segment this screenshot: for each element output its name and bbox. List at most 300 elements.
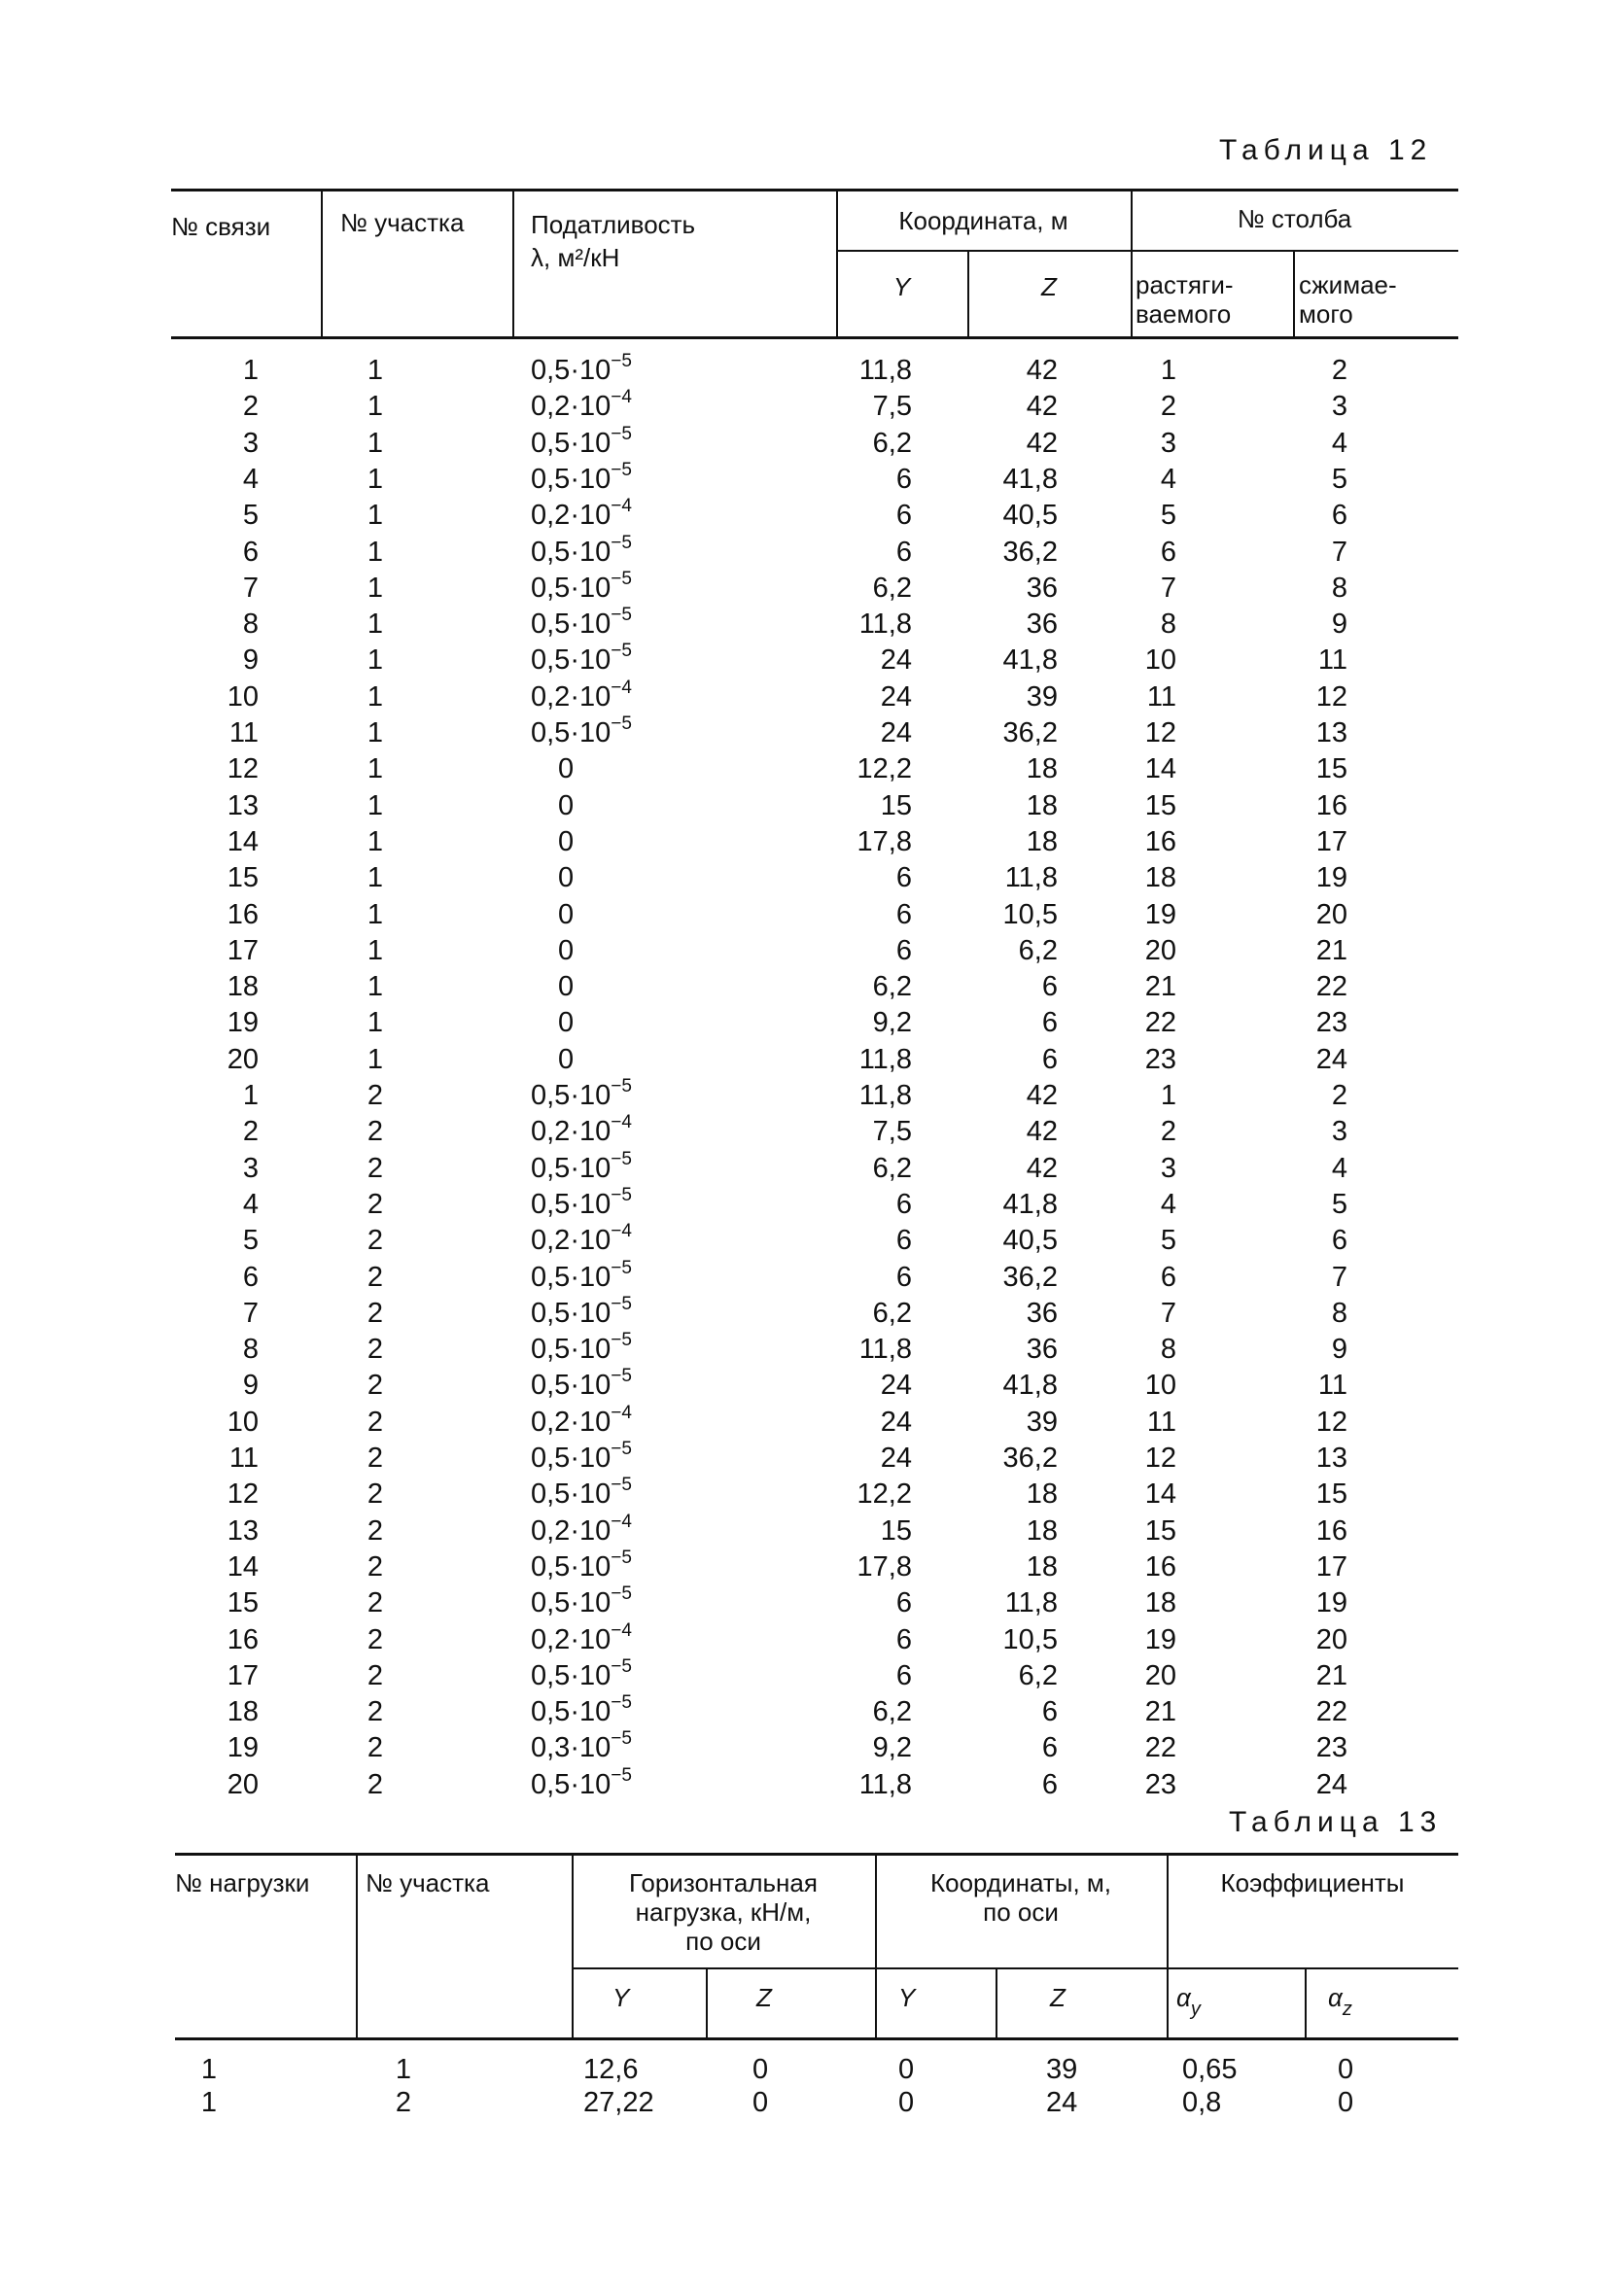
cell-coord-y: 11,8 (858, 1768, 912, 1800)
cell-section-no: 1 (367, 934, 384, 966)
cell-coord-z: 36 (1026, 609, 1058, 641)
cell-compliance (558, 752, 574, 785)
cell-section-no: 2 (367, 1334, 384, 1366)
cell-section-no: 2 (367, 1152, 384, 1184)
compliance-exponent: −5 (611, 1728, 632, 1750)
compliance-mantissa: 0,5·10 (531, 1768, 612, 1800)
compliance-mantissa: 0 (558, 1043, 575, 1075)
cell-compliance (531, 1184, 632, 1225)
cell-column-compression: 12 (1315, 680, 1347, 713)
compliance-exponent: −5 (611, 532, 632, 553)
cell-coord-y: 6,2 (872, 572, 912, 604)
cell-compliance (531, 1692, 632, 1732)
cell-link-no: 20 (227, 1768, 259, 1800)
cell-link-no: 5 (242, 1225, 259, 1257)
cell-column-compression: 20 (1315, 1623, 1347, 1655)
cell-coord-z: 39 (1026, 1406, 1058, 1438)
cell-coord-z: 18 (1026, 753, 1058, 785)
compliance-mantissa: 0 (558, 862, 575, 894)
compliance-exponent: −5 (611, 1366, 632, 1387)
cell-column-compression: 11 (1317, 1370, 1347, 1402)
cell-link-no: 2 (242, 391, 259, 423)
compliance-mantissa: 0,2·10 (531, 1623, 612, 1655)
cell-coord-y: 0 (898, 2054, 915, 2085)
alpha-symbol: α (1328, 1983, 1343, 2012)
cell-coord-y: 6 (895, 1188, 912, 1220)
cell-link-no: 1 (242, 1080, 259, 1111)
cell-column-tension: 15 (1144, 789, 1176, 821)
cell-column-compression: 22 (1315, 971, 1347, 1003)
cell-coord-z: 41,8 (1002, 1188, 1058, 1220)
cell-column-compression: 23 (1315, 1732, 1347, 1764)
cell-coord-z: 6 (1041, 1732, 1058, 1764)
cell-compliance (531, 532, 632, 573)
cell-section-no: 2 (367, 1188, 384, 1220)
cell-coord-z: 36,2 (1002, 1261, 1058, 1293)
cell-section-no: 1 (367, 609, 384, 641)
header-coeffs: Коэффициенты (1220, 1868, 1405, 1897)
compliance-exponent: −5 (611, 1293, 632, 1314)
cell-column-compression: 24 (1315, 1043, 1347, 1075)
compliance-mantissa: 0,2·10 (531, 1406, 612, 1438)
cell-section-no: 1 (367, 536, 384, 568)
cell-compliance (531, 423, 632, 464)
compliance-mantissa: 0,5·10 (531, 1261, 612, 1293)
compliance-mantissa: 0,5·10 (531, 1550, 612, 1583)
compliance-mantissa: 0,2·10 (531, 1514, 612, 1547)
cell-section-no: 2 (367, 1406, 384, 1438)
cell-column-tension: 8 (1160, 609, 1176, 641)
cell-link-no: 12 (227, 1478, 259, 1511)
cell-section-no: 1 (367, 1043, 384, 1075)
cell-coord-z: 39 (1026, 680, 1058, 713)
alpha-z-subscript: z (1342, 1999, 1352, 2020)
cell-column-compression: 21 (1315, 934, 1347, 966)
cell-column-tension: 12 (1144, 1443, 1176, 1474)
cell-column-compression: 4 (1331, 1152, 1347, 1184)
table12-sub-rule (836, 250, 1458, 252)
cell-column-tension: 6 (1160, 1261, 1176, 1293)
header-z: Z (1041, 272, 1057, 301)
cell-alpha-z: 0 (1338, 2054, 1354, 2085)
cell-column-compression: 7 (1331, 1261, 1347, 1293)
cell-column-tension: 10 (1144, 1370, 1176, 1402)
cell-link-no: 16 (227, 1623, 259, 1655)
table13-divider (356, 1855, 358, 2037)
cell-compliance (531, 1655, 632, 1696)
cell-column-compression: 12 (1315, 1406, 1347, 1438)
cell-column-tension: 16 (1144, 825, 1176, 857)
cell-column-tension: 3 (1160, 1152, 1176, 1184)
cell-column-compression: 4 (1331, 427, 1347, 459)
compliance-mantissa: 0,2·10 (531, 680, 612, 713)
compliance-exponent: −5 (611, 1655, 632, 1677)
cell-column-compression: 8 (1331, 572, 1347, 604)
cell-section-no: 1 (367, 644, 384, 677)
header-column-no: № столба (1237, 204, 1352, 233)
cell-coord-y: 24 (880, 644, 912, 677)
cell-column-tension: 22 (1144, 1007, 1176, 1039)
table12-divider (1293, 252, 1295, 336)
header-tension-line2: ваемого (1136, 299, 1232, 329)
cell-coord-y: 6 (895, 1659, 912, 1691)
table12-divider (512, 191, 514, 336)
cell-coord-y: 6 (895, 463, 912, 495)
cell-column-tension: 14 (1144, 753, 1176, 785)
cell-coord-y: 24 (880, 680, 912, 713)
cell-coord-z: 42 (1026, 391, 1058, 423)
cell-link-no: 15 (227, 1587, 259, 1619)
compliance-mantissa: 0,5·10 (531, 717, 612, 748)
cell-section-no: 1 (367, 680, 384, 713)
cell-coord-y: 6 (895, 500, 912, 532)
cell-compliance (531, 1619, 632, 1660)
cell-section-no: 2 (367, 1297, 384, 1329)
cell-section-no: 1 (367, 825, 384, 857)
cell-link-no: 11 (228, 1443, 259, 1474)
cell-link-no: 10 (227, 680, 259, 713)
cell-column-tension: 7 (1160, 1297, 1176, 1329)
cell-compliance (558, 1043, 574, 1076)
cell-column-compression: 20 (1315, 898, 1347, 930)
cell-section-no: 2 (367, 1768, 384, 1800)
cell-column-compression: 3 (1331, 1116, 1347, 1148)
cell-column-compression: 23 (1315, 1007, 1347, 1039)
cell-column-compression: 22 (1315, 1696, 1347, 1728)
cell-section-no: 1 (367, 572, 384, 604)
cell-link-no: 3 (242, 1152, 259, 1184)
header-load-z: Z (756, 1983, 772, 2012)
compliance-mantissa: 0,5·10 (531, 1080, 612, 1111)
header-coord-y: Y (898, 1983, 916, 2012)
cell-column-tension: 10 (1144, 644, 1176, 677)
header-link-no: № связи (171, 212, 271, 241)
cell-coord-z: 6,2 (1018, 1659, 1058, 1691)
cell-coord-y: 12,2 (856, 1478, 912, 1511)
header-load-y: Y (612, 1983, 630, 2012)
cell-column-tension: 4 (1160, 1188, 1176, 1220)
compliance-exponent: −5 (611, 1076, 632, 1096)
compliance-mantissa: 0,2·10 (531, 1116, 612, 1148)
cell-link-no: 9 (242, 1370, 259, 1402)
cell-column-tension: 23 (1144, 1768, 1176, 1800)
cell-column-compression: 6 (1331, 500, 1347, 532)
compliance-exponent: −5 (611, 423, 632, 444)
cell-column-tension: 1 (1160, 1080, 1176, 1111)
cell-compliance (531, 1511, 632, 1551)
cell-column-tension: 11 (1146, 680, 1176, 713)
cell-column-tension: 7 (1160, 572, 1176, 604)
cell-coord-z: 10,5 (1002, 1623, 1058, 1655)
cell-coord-y: 6,2 (872, 1297, 912, 1329)
header-load-section-no: № участка (366, 1868, 490, 1897)
header-compliance-line2: λ, м²/кН (531, 243, 620, 272)
cell-compliance (531, 1148, 632, 1189)
cell-column-compression: 5 (1331, 463, 1347, 495)
cell-link-no: 7 (242, 572, 259, 604)
cell-column-compression: 21 (1315, 1659, 1347, 1691)
compliance-mantissa: 0 (558, 753, 575, 785)
cell-column-tension: 20 (1144, 1659, 1176, 1691)
cell-link-no: 19 (227, 1007, 259, 1039)
cell-column-tension: 22 (1144, 1732, 1176, 1764)
header-compression-line2: мого (1299, 299, 1353, 329)
cell-column-tension: 20 (1144, 934, 1176, 966)
cell-compliance (531, 1439, 632, 1478)
cell-coord-z: 42 (1026, 1116, 1058, 1148)
cell-section-no: 1 (367, 355, 384, 386)
compliance-mantissa: 0,5·10 (531, 1188, 612, 1220)
compliance-mantissa: 0,2·10 (531, 391, 612, 423)
cell-link-no: 13 (227, 1514, 259, 1547)
cell-column-tension: 18 (1144, 1587, 1176, 1619)
cell-section-no: 2 (367, 1514, 384, 1547)
compliance-mantissa: 0,5·10 (531, 1370, 612, 1402)
compliance-exponent: −5 (611, 459, 632, 480)
cell-column-tension: 5 (1160, 500, 1176, 532)
cell-coord-y: 17,8 (856, 825, 912, 857)
cell-link-no: 16 (227, 898, 259, 930)
cell-section-no: 2 (367, 1261, 384, 1293)
cell-compliance (531, 1547, 632, 1587)
cell-compliance (531, 1293, 632, 1334)
cell-coord-z: 11,8 (1004, 1587, 1058, 1619)
cell-compliance (558, 898, 574, 931)
cell-coord-y: 11,8 (858, 1080, 912, 1111)
cell-coord-z: 6 (1041, 971, 1058, 1003)
cell-section-no: 1 (367, 500, 384, 532)
header-tension-line1: растяги- (1136, 270, 1234, 299)
table13-divider (1305, 1969, 1307, 2037)
cell-section-no: 2 (367, 1478, 384, 1511)
cell-column-compression: 11 (1317, 644, 1347, 677)
cell-coord-z: 36,2 (1002, 717, 1058, 748)
cell-compliance (531, 1257, 632, 1298)
table13-top-rule (175, 1853, 1458, 1856)
cell-coord-y: 24 (880, 717, 912, 748)
cell-load-y: 27,22 (583, 2087, 654, 2118)
cell-load-section-no: 1 (395, 2054, 412, 2085)
cell-coord-z: 18 (1026, 1550, 1058, 1583)
cell-coord-z: 41,8 (1002, 644, 1058, 677)
header-coords-line2: по оси (983, 1897, 1059, 1927)
header-coordinate: Координата, м (898, 206, 1068, 235)
cell-coord-z: 39 (1046, 2054, 1078, 2085)
cell-column-tension: 4 (1160, 463, 1176, 495)
cell-coord-z: 36 (1026, 1297, 1058, 1329)
cell-section-no: 2 (367, 1550, 384, 1583)
cell-coord-z: 6 (1041, 1696, 1058, 1728)
table13-header-bottom-rule (175, 2037, 1458, 2040)
compliance-exponent: −5 (611, 713, 632, 734)
cell-coord-z: 40,5 (1002, 1225, 1058, 1257)
cell-column-tension: 21 (1144, 1696, 1176, 1728)
cell-link-no: 12 (227, 753, 259, 785)
cell-coord-z: 6 (1041, 1043, 1058, 1075)
cell-coord-z: 42 (1026, 1080, 1058, 1111)
cell-link-no: 17 (227, 1659, 259, 1691)
cell-section-no: 1 (367, 463, 384, 495)
header-load-no: № нагрузки (175, 1868, 310, 1897)
cell-compliance (531, 387, 632, 427)
cell-compliance (531, 1330, 632, 1370)
cell-column-tension: 2 (1160, 1116, 1176, 1148)
cell-coord-y: 6 (895, 1623, 912, 1655)
cell-column-compression: 3 (1331, 391, 1347, 423)
cell-coord-y: 11,8 (858, 1334, 912, 1366)
cell-coord-z: 42 (1026, 1152, 1058, 1184)
compliance-mantissa: 0,5·10 (531, 1478, 612, 1511)
cell-coord-z: 18 (1026, 825, 1058, 857)
compliance-exponent: −5 (611, 1547, 632, 1568)
header-coords-line1: Координаты, м, (929, 1868, 1111, 1897)
compliance-exponent: −5 (611, 641, 632, 662)
cell-compliance (531, 641, 632, 680)
cell-section-no: 1 (367, 971, 384, 1003)
header-hload-line2: нагрузка, кН/м, (635, 1897, 812, 1927)
cell-column-tension: 8 (1160, 1334, 1176, 1366)
compliance-exponent: −4 (611, 1402, 632, 1423)
cell-link-no: 18 (227, 1696, 259, 1728)
cell-link-no: 1 (242, 355, 259, 386)
cell-column-tension: 16 (1144, 1550, 1176, 1583)
cell-column-compression: 17 (1315, 1550, 1347, 1583)
cell-alpha-y: 0,8 (1182, 2087, 1222, 2118)
table12-top-rule (171, 189, 1458, 191)
cell-coord-z: 36,2 (1002, 1443, 1058, 1474)
cell-compliance (531, 1402, 632, 1443)
table12-title: Таблица 12 (1219, 134, 1433, 166)
compliance-exponent: −4 (611, 1511, 632, 1532)
cell-link-no: 19 (227, 1732, 259, 1764)
cell-coord-z: 41,8 (1002, 1370, 1058, 1402)
cell-section-no: 2 (367, 1696, 384, 1728)
cell-coord-z: 41,8 (1002, 463, 1058, 495)
cell-coord-y: 15 (880, 789, 912, 821)
cell-link-no: 5 (242, 500, 259, 532)
cell-compliance (531, 496, 632, 536)
cell-link-no: 8 (242, 609, 259, 641)
cell-link-no: 14 (227, 825, 259, 857)
cell-coord-z: 18 (1026, 1514, 1058, 1547)
cell-coord-y: 6,2 (872, 427, 912, 459)
table13-divider (706, 1969, 708, 2037)
compliance-mantissa: 0,5·10 (531, 427, 612, 459)
compliance-mantissa: 0,5·10 (531, 1297, 612, 1329)
cell-column-compression: 5 (1331, 1188, 1347, 1220)
compliance-mantissa: 0 (558, 934, 575, 966)
compliance-mantissa: 0,5·10 (531, 644, 612, 677)
cell-coord-y: 11,8 (858, 355, 912, 386)
cell-section-no: 1 (367, 862, 384, 894)
header-coord-z: Z (1050, 1983, 1066, 2012)
cell-link-no: 6 (242, 536, 259, 568)
compliance-exponent: −4 (611, 1221, 632, 1242)
cell-link-no: 9 (242, 644, 259, 677)
compliance-exponent: −5 (611, 605, 632, 626)
cell-coord-y: 24 (880, 1443, 912, 1474)
cell-coord-y: 6 (895, 898, 912, 930)
cell-section-no: 1 (367, 717, 384, 748)
cell-compliance (558, 970, 574, 1003)
cell-link-no: 18 (227, 971, 259, 1003)
table13-divider (996, 1969, 997, 2037)
cell-coord-y: 9,2 (872, 1732, 912, 1764)
compliance-mantissa: 0,5·10 (531, 609, 612, 641)
table13-sub-rule (572, 1967, 1458, 1969)
cell-coord-z: 36 (1026, 1334, 1058, 1366)
cell-column-compression: 19 (1315, 1587, 1347, 1619)
cell-coord-y: 6 (895, 1225, 912, 1257)
compliance-exponent: −5 (611, 1257, 632, 1278)
cell-column-compression: 13 (1315, 1443, 1347, 1474)
cell-link-no: 11 (228, 717, 259, 748)
cell-section-no: 1 (367, 1007, 384, 1039)
cell-column-compression: 13 (1315, 717, 1347, 748)
compliance-mantissa: 0,5·10 (531, 463, 612, 495)
cell-coord-z: 11,8 (1004, 862, 1058, 894)
cell-compliance (531, 351, 632, 391)
compliance-exponent: −4 (611, 677, 632, 698)
cell-coord-y: 6 (895, 862, 912, 894)
cell-link-no: 15 (227, 862, 259, 894)
compliance-mantissa: 0,2·10 (531, 500, 612, 532)
cell-coord-z: 10,5 (1002, 898, 1058, 930)
cell-compliance (531, 568, 632, 609)
compliance-mantissa: 0 (558, 1007, 575, 1039)
cell-column-compression: 16 (1315, 789, 1347, 821)
compliance-exponent: −5 (611, 1184, 632, 1205)
cell-link-no: 8 (242, 1334, 259, 1366)
cell-coord-y: 24 (880, 1406, 912, 1438)
cell-coord-y: 12,2 (856, 753, 912, 785)
compliance-mantissa: 0,3·10 (531, 1732, 612, 1764)
table12-divider (321, 191, 323, 336)
compliance-mantissa: 0,5·10 (531, 572, 612, 604)
cell-coord-y: 11,8 (858, 609, 912, 641)
cell-link-no: 14 (227, 1550, 259, 1583)
cell-column-compression: 2 (1331, 1080, 1347, 1111)
compliance-exponent: −5 (611, 1330, 632, 1351)
cell-section-no: 1 (367, 753, 384, 785)
alpha-y-subscript: y (1190, 1999, 1201, 2020)
cell-compliance (531, 1728, 632, 1768)
cell-column-tension: 6 (1160, 536, 1176, 568)
cell-section-no: 2 (367, 1732, 384, 1764)
cell-coord-z: 36,2 (1002, 536, 1058, 568)
cell-column-tension: 1 (1160, 355, 1176, 386)
cell-coord-y: 0 (898, 2087, 915, 2118)
cell-column-tension: 2 (1160, 391, 1176, 423)
cell-column-compression: 15 (1315, 753, 1347, 785)
cell-alpha-z: 0 (1338, 2087, 1354, 2118)
cell-compliance (531, 1221, 632, 1261)
cell-section-no: 2 (367, 1225, 384, 1257)
table12-header-bottom-rule (171, 336, 1458, 339)
cell-coord-y: 17,8 (856, 1550, 912, 1583)
cell-link-no: 17 (227, 934, 259, 966)
cell-section-no: 2 (367, 1587, 384, 1619)
cell-coord-y: 15 (880, 1514, 912, 1547)
cell-load-z: 0 (752, 2087, 769, 2118)
cell-column-compression: 2 (1331, 355, 1347, 386)
cell-coord-y: 7,5 (872, 391, 912, 423)
compliance-exponent: −5 (611, 351, 632, 371)
cell-column-compression: 8 (1331, 1297, 1347, 1329)
cell-column-compression: 17 (1315, 825, 1347, 857)
cell-column-tension: 21 (1144, 971, 1176, 1003)
cell-section-no: 1 (367, 789, 384, 821)
